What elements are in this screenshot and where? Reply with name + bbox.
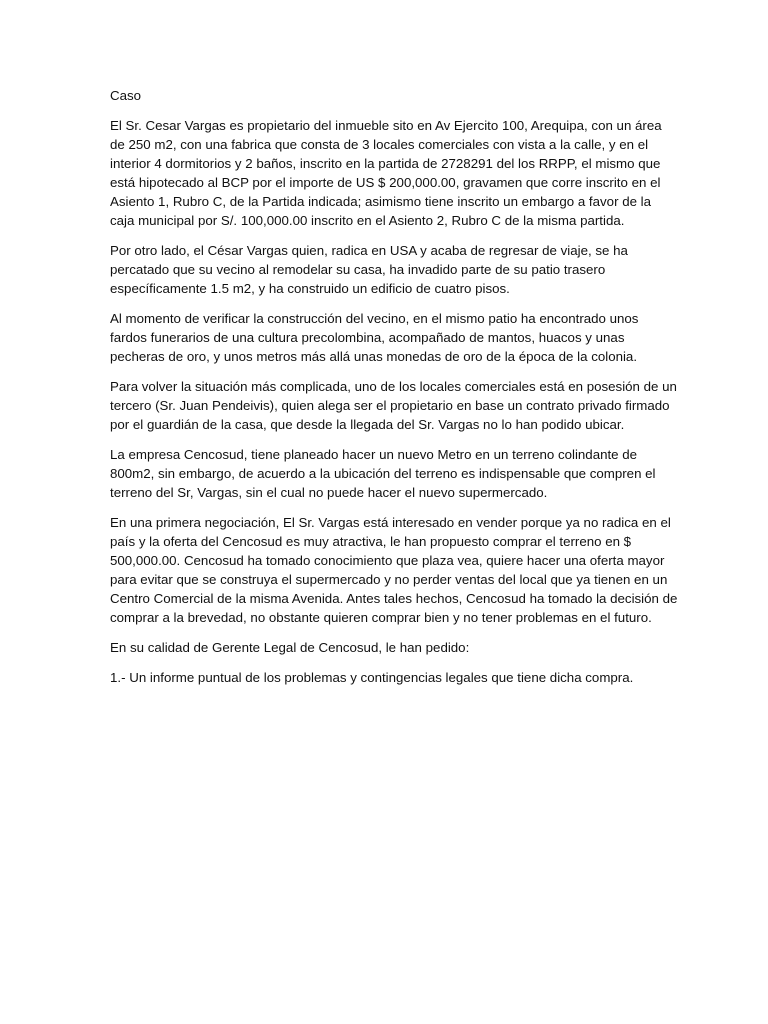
text-line: En su calidad de Gerente Legal de Cencosud, le han pedido:: [110, 640, 470, 655]
text-line: terreno del Sr, Vargas, sin el cual no puede hacer el nuevo supermercado.: [110, 485, 548, 500]
text-line: En una primera negociación, El Sr. Vargas está interesado en vender porque ya no radica en el: [110, 515, 671, 530]
text-line: para evitar que se construya el supermercado y no perder ventas del local que ya tienen en un: [110, 572, 668, 587]
text-line: Asiento 1, Rubro C, de la Partida indicada; asimismo tiene inscrito un embargo a favor de la: [110, 194, 652, 209]
text-line: Para volver la situación más complicada, uno de los locales comerciales está en posesión de un: [110, 379, 677, 394]
text-line: Por otro lado, el César Vargas quien, radica en USA y acaba de regresar de viaje, se ha: [110, 243, 628, 258]
document-title: Caso: [110, 88, 142, 103]
text-line: específicamente 1.5 m2, y ha construido un edificio de cuatro pisos.: [110, 281, 510, 296]
text-line: La empresa Cencosud, tiene planeado hacer un nuevo Metro en un terreno colindante de: [110, 447, 638, 462]
text-line: país y la oferta del Cencosud es muy atractiva, le han propuesto comprar el terreno en $: [110, 534, 632, 549]
paragraph-request: [110, 638, 660, 657]
text-line: fardos funerarios de una cultura precolombina, acompañado de mantos, huacos y unas: [110, 330, 625, 345]
paragraph-item-1: [110, 668, 660, 687]
text-line: está hipotecado al BCP por el importe de US $ 200,000.00, gravamen que corre inscrito en el: [110, 175, 661, 190]
text-line: tercero (Sr. Juan Pendeivis), quien alega ser el propietario en base un contrato privado firmado: [110, 398, 670, 413]
text-line: 800m2, sin embargo, de acuerdo a la ubicación del terreno es indispensable que compren el: [110, 466, 656, 481]
paragraph-property: [110, 116, 660, 230]
paragraph-invasion: [110, 241, 660, 298]
text-line: 500,000.00. Cencosud ha tomado conocimiento que plaza vea, quiere hacer una oferta mayor: [110, 553, 665, 568]
paragraph-third-party: [110, 377, 677, 434]
text-line: de 250 m2, con una fabrica que consta de 3 locales comerciales con vista a la calle, y en el: [110, 137, 649, 152]
text-line: 1.- Un informe puntual de los problemas y contingencias legales que tiene dicha compra.: [110, 670, 634, 685]
text-line: pecheras de oro, y unos metros más allá unas monedas de oro de la época de la colonia.: [110, 349, 638, 364]
paragraph-negotiation: [110, 513, 678, 627]
text-line: percatado que su vecino al remodelar su casa, ha invadido parte de su patio trasero: [110, 262, 606, 277]
text-line: interior 4 dormitorios y 2 baños, inscrito en la partida de 2728291 del los RRPP, el mismo que: [110, 156, 661, 171]
text-line: Al momento de verificar la construcción del vecino, en el mismo patio ha encontrado unos: [110, 311, 639, 326]
text-line: El Sr. Cesar Vargas es propietario del inmueble sito en Av Ejercito 100, Arequipa, con un área: [110, 118, 662, 133]
text-line: Centro Comercial de la misma Avenida. Antes tales hechos, Cencosud ha tomado la decisión de: [110, 591, 678, 606]
text-line: por el guardián de la casa, que desde la llegada del Sr. Vargas no lo han podido ubicar.: [110, 417, 625, 432]
paragraph-cencosud-plan: [110, 445, 660, 502]
text-line: comprar a la brevedad, no obstante quieren comprar bien y no tener problemas en el futuro.: [110, 610, 652, 625]
paragraph-findings: [110, 309, 660, 366]
text-line: caja municipal por S/. 100,000.00 inscrito en el Asiento 2, Rubro C de la misma partida.: [110, 213, 625, 228]
document-body: [110, 86, 678, 698]
